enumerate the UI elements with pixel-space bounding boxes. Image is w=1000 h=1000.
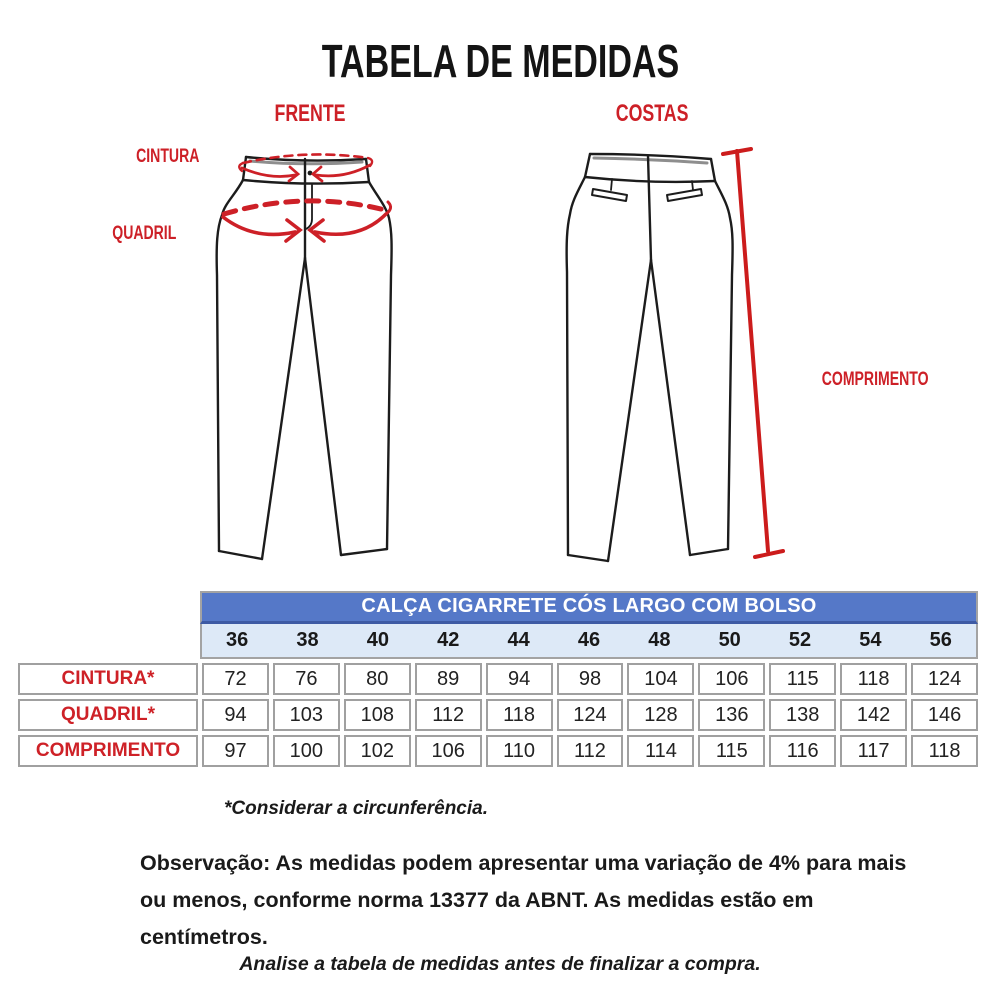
- cell: 97: [202, 735, 269, 767]
- size-col-header: 40: [366, 629, 390, 651]
- page-title: TABELA DE MEDIDAS: [321, 35, 679, 87]
- observation-line: Observação: As medidas podem apresentar uma variação de 4% para mais: [140, 851, 907, 875]
- circumference-footnote: *Considerar a circunferência.: [224, 798, 488, 819]
- size-col-header: 38: [296, 629, 319, 651]
- length-label: COMPRIMENTO: [821, 369, 929, 390]
- cell: 142: [840, 699, 907, 731]
- cell: 106: [698, 663, 765, 695]
- cell: 106: [415, 735, 482, 767]
- cell: 118: [840, 663, 907, 695]
- observation-line: centímetros.: [140, 925, 268, 949]
- size-col-header: 52: [788, 629, 812, 651]
- final-note: Analise a tabela de medidas antes de finalizar a compra.: [239, 953, 761, 975]
- cell: 124: [911, 663, 978, 695]
- back-view-label: COSTAS: [615, 100, 689, 127]
- cell: 103: [273, 699, 340, 731]
- cell: 112: [557, 735, 624, 767]
- size-col-header: 44: [507, 629, 530, 651]
- hip-measure-ellipse: [223, 201, 391, 241]
- cell: 72: [202, 663, 269, 695]
- hip-label: QUADRIL: [111, 223, 177, 244]
- front-view-label: FRENTE: [274, 100, 346, 127]
- cell: 89: [415, 663, 482, 695]
- cell: 116: [769, 735, 836, 767]
- row-label: QUADRIL*: [18, 699, 198, 731]
- cell: 104: [627, 663, 694, 695]
- cell: 117: [840, 735, 907, 767]
- row-label: COMPRIMENTO: [18, 735, 198, 767]
- cell: 80: [344, 663, 411, 695]
- front-pants-drawing: [198, 133, 412, 569]
- table-row-waist: [18, 663, 978, 695]
- back-pants-drawing: [552, 138, 794, 572]
- size-col-header: 56: [929, 629, 952, 651]
- size-col-header: 48: [648, 629, 671, 651]
- cell: 118: [486, 699, 553, 731]
- cell: 112: [415, 699, 482, 731]
- cell: 136: [698, 699, 765, 731]
- cell: 118: [911, 735, 978, 767]
- cell: 115: [769, 663, 836, 695]
- cell: 138: [769, 699, 836, 731]
- cell: 115: [698, 735, 765, 767]
- cell: 128: [627, 699, 694, 731]
- cell: 94: [486, 663, 553, 695]
- size-col-header: 36: [226, 629, 249, 651]
- cell: 146: [911, 699, 978, 731]
- row-label: CINTURA*: [18, 663, 198, 695]
- cell: 100: [273, 735, 340, 767]
- cell: 98: [557, 663, 624, 695]
- table-title-banner: CALÇA CIGARRETE CÓS LARGO COM BOLSO: [200, 591, 978, 624]
- size-col-header: 46: [577, 629, 601, 651]
- cell: 108: [344, 699, 411, 731]
- size-table: [18, 591, 978, 767]
- cell: 124: [557, 699, 624, 731]
- size-col-header: 50: [718, 629, 741, 651]
- waist-label: CINTURA: [136, 146, 200, 167]
- cell: 114: [627, 735, 694, 767]
- size-col-header: 42: [437, 629, 460, 651]
- table-row-hip: [18, 699, 978, 731]
- cell: 76: [273, 663, 340, 695]
- cell: 102: [344, 735, 411, 767]
- observation-paragraph: [140, 845, 906, 956]
- cell: 110: [486, 735, 553, 767]
- table-row-length: [18, 735, 978, 767]
- cell: 94: [202, 699, 269, 731]
- size-header-row: [200, 624, 978, 659]
- observation-line: ou menos, conforme norma 13377 da ABNT. As medidas estão em: [140, 888, 814, 912]
- size-col-header: 54: [859, 629, 882, 651]
